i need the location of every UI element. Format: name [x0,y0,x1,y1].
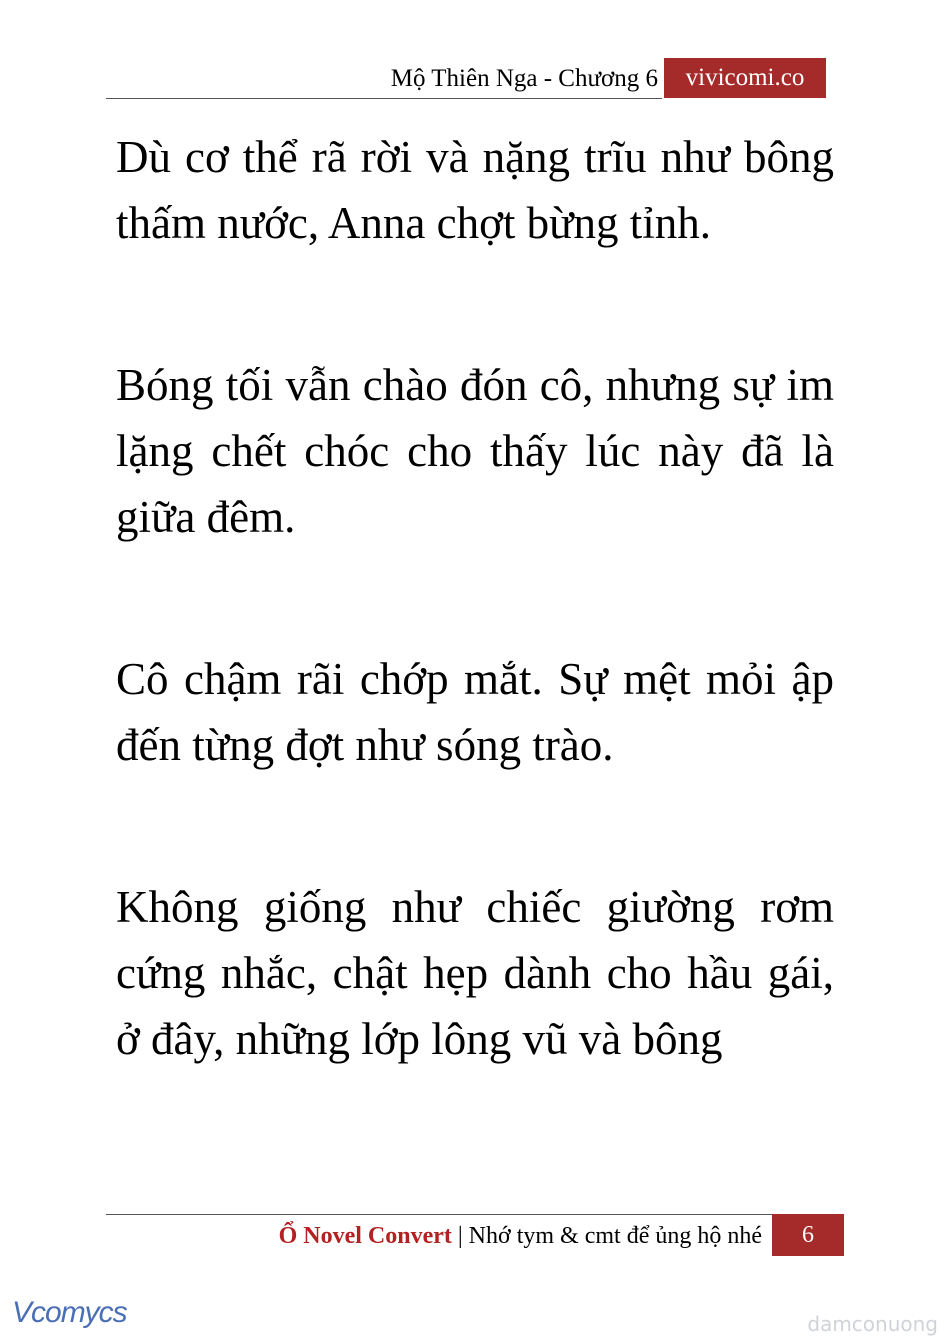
header-rule [106,98,662,99]
footer-credit [279,1223,762,1250]
chapter-title: Mộ Thiên Nga - Chương 6 [390,65,658,92]
page-body [116,124,834,1072]
page-number: 6 [772,1214,844,1256]
paragraph: Bóng tối vẫn chào đón cô, nhưng sự im lặng chết chóc cho thấy lúc này đã là giữa đêm. [116,360,834,542]
paragraph: Cô chậm rãi chớp mắt. Sự mệt mỏi ập đến từng đợt như sóng trào. [116,654,834,770]
footer-separator: | [451,1223,469,1249]
paragraph: Không giống như chiếc giường rơm cứng nhắc, chật hẹp dành cho hầu gái, ở đây, những lớp lông vũ và bông [116,882,834,1064]
page-footer [106,1214,844,1256]
footer-brand: Ổ Novel Convert [278,1223,452,1249]
paragraph: Dù cơ thể rã rời và nặng trĩu như bông thấm nước, Anna chợt bừng tỉnh. [116,132,834,248]
page-header [106,58,826,98]
watermark-right: damconuong [807,1312,938,1336]
footer-note: Nhớ tym & cmt để ủng hộ nhé [468,1223,762,1249]
footer-rule [106,1214,844,1215]
site-badge: vivicomi.co [664,58,826,98]
watermark-logo-left: Vcomycs [12,1296,127,1329]
